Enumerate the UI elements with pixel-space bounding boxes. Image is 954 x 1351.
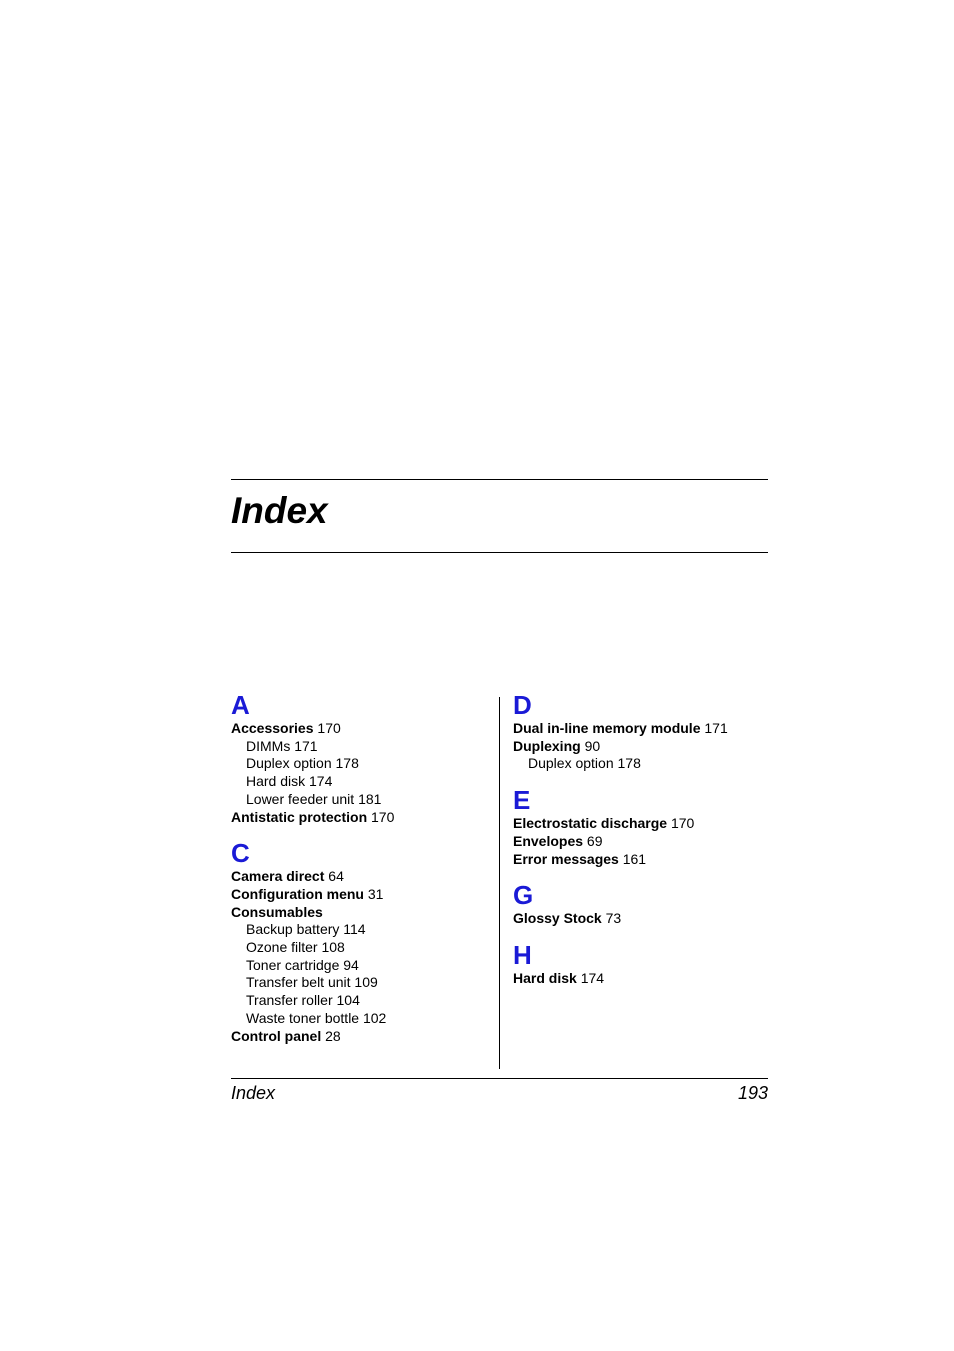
index-subentry: Transfer belt unit 109	[246, 974, 378, 991]
index-subentry: DIMMs 171	[246, 737, 318, 754]
footer-label: Index	[231, 1083, 276, 1103]
index-entry	[513, 851, 773, 869]
index-letter-e: E	[513, 785, 531, 816]
index-subentry: Lower feeder unit 181	[246, 790, 382, 807]
index-entry	[513, 815, 773, 833]
index-page-ref: 73	[605, 910, 622, 927]
index-term: Glossy Stock	[513, 910, 602, 927]
index-page-ref: 69	[586, 832, 603, 849]
index-entry	[513, 720, 773, 738]
index-subentry: Duplex option 178	[246, 755, 359, 772]
title-rule-top	[231, 479, 768, 480]
index-term: Dual in-line memory module	[513, 720, 701, 736]
index-page-ref: 174	[580, 969, 605, 986]
index-entry	[231, 809, 491, 827]
column-divider	[499, 697, 500, 1069]
index-entry	[513, 970, 773, 988]
index-subentry: Transfer roller 104	[246, 992, 360, 1009]
index-subentry: Toner cartridge 94	[246, 956, 359, 973]
index-term: Envelopes	[513, 832, 584, 849]
index-column-right	[513, 690, 773, 988]
index-page-ref: 170	[670, 815, 695, 832]
index-term: Electrostatic discharge	[513, 815, 668, 832]
index-term: Configuration menu	[231, 885, 364, 902]
index-term: Consumables	[231, 903, 323, 920]
index-entry	[513, 738, 773, 756]
index-page-ref: 31	[367, 885, 384, 902]
index-letter-a: A	[231, 690, 250, 720]
index-letter-c: C	[231, 838, 250, 869]
index-subentry: Backup battery 114	[246, 921, 366, 938]
index-term: Accessories	[231, 720, 314, 736]
index-entry	[513, 833, 773, 851]
index-letter-h: H	[513, 939, 532, 970]
index-term: Error messages	[513, 850, 619, 867]
index-subentry: Ozone filter 108	[246, 939, 345, 956]
index-page-ref: 64	[328, 868, 344, 885]
index-letter-g: G	[513, 880, 534, 911]
index-page-ref: 170	[317, 720, 341, 736]
index-page-ref: 90	[584, 737, 601, 754]
index-entry	[231, 904, 491, 922]
index-page-ref: 171	[704, 720, 728, 736]
index-term: Hard disk	[513, 969, 577, 986]
index-term: Camera direct	[231, 868, 325, 885]
index-page-ref: 28	[325, 1027, 341, 1044]
index-page-ref: 161	[622, 850, 647, 867]
index-entry	[513, 910, 773, 928]
index-subentry: Duplex option 178	[528, 755, 641, 772]
index-term: Control panel	[231, 1027, 322, 1044]
title-rule-bottom	[231, 552, 768, 553]
index-entry	[231, 720, 491, 738]
page-title: Index	[231, 490, 328, 531]
index-term: Antistatic protection	[231, 808, 368, 825]
index-entry	[231, 868, 491, 886]
index-column-left	[231, 690, 491, 1045]
page-number: 193	[737, 1083, 768, 1103]
index-letter-d: D	[513, 690, 532, 720]
index-page-ref: 170	[371, 808, 395, 825]
footer-rule	[231, 1078, 768, 1079]
index-subentry: Waste toner bottle 102	[246, 1009, 387, 1026]
index-entry	[231, 1028, 491, 1046]
index-entry	[231, 886, 491, 904]
index-term: Duplexing	[513, 737, 581, 754]
index-subentry: Hard disk 174	[246, 773, 333, 790]
